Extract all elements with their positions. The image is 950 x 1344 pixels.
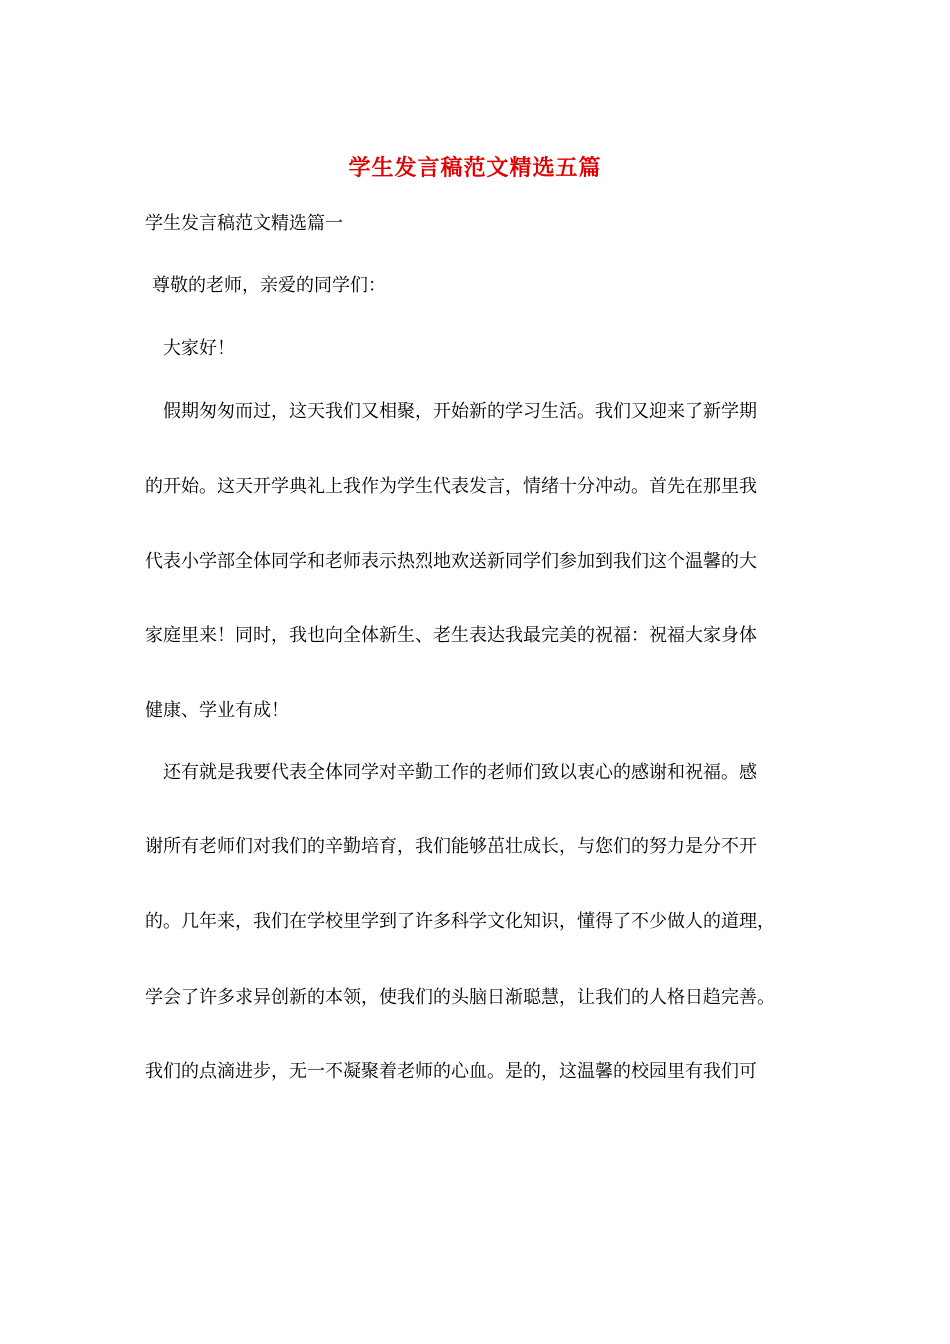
section-heading: 学生发言稿范文精选篇一 [145, 213, 343, 234]
paragraph-1-line-1: 假期匆匆而过，这天我们又相聚，开始新的学习生活。我们又迎来了新学期 [163, 401, 757, 422]
paragraph-2-line-2: 谢所有老师们对我们的辛勤培育，我们能够茁壮成长，与您们的努力是分不开 [145, 836, 757, 857]
paragraph-2-line-4: 学会了许多求异创新的本领，使我们的头脑日渐聪慧，让我们的人格日趋完善。 [145, 987, 775, 1008]
salutation: 尊敬的老师，亲爱的同学们： [152, 275, 386, 296]
greeting: 大家好！ [163, 338, 235, 359]
paragraph-2-line-1: 还有就是我要代表全体同学对辛勤工作的老师们致以衷心的感谢和祝福。感 [163, 762, 757, 783]
paragraph-2-line-3: 的。几年来，我们在学校里学到了许多科学文化知识，懂得了不少做人的道理， [145, 911, 775, 932]
paragraph-1-line-2: 的开始。这天开学典礼上我作为学生代表发言，情绪十分冲动。首先在那里我 [145, 476, 757, 497]
paragraph-1-line-3: 代表小学部全体同学和老师表示热烈地欢送新同学们参加到我们这个温馨的大 [145, 551, 757, 572]
document-title: 学生发言稿范文精选五篇 [348, 155, 602, 181]
paragraph-1-line-4: 家庭里来！同时，我也向全体新生、老生表达我最完美的祝福：祝福大家身体 [145, 625, 757, 646]
paragraph-2-line-5: 我们的点滴进步，无一不凝聚着老师的心血。是的，这温馨的校园里有我们可 [145, 1061, 757, 1082]
paragraph-1-line-5: 健康、学业有成！ [145, 700, 289, 721]
